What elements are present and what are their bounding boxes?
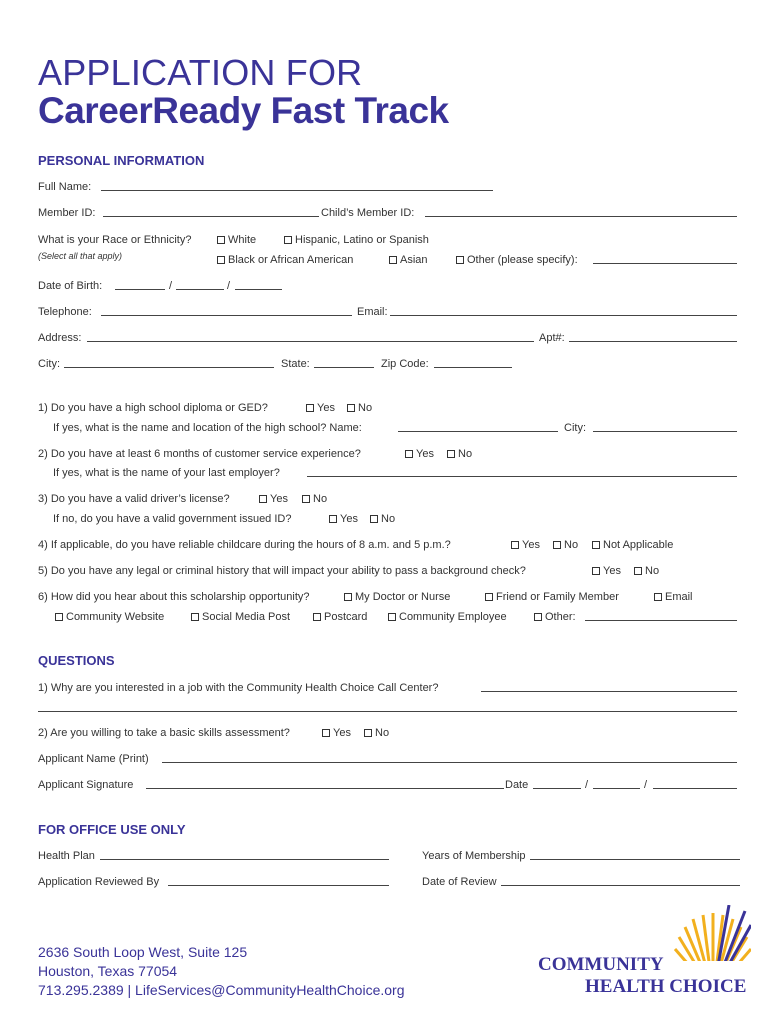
race-option-hispanic[interactable] bbox=[284, 233, 429, 247]
checkbox[interactable] bbox=[553, 541, 561, 549]
checkbox[interactable] bbox=[364, 729, 372, 737]
apt-field[interactable] bbox=[569, 341, 737, 342]
option-label: Community Employee bbox=[399, 611, 507, 623]
question-3: 3) Do you have a valid driver’s license? bbox=[38, 493, 230, 505]
checkbox[interactable] bbox=[322, 729, 330, 737]
race-option-asian[interactable] bbox=[389, 253, 428, 267]
option-label: Yes bbox=[522, 539, 540, 551]
option-label: No bbox=[358, 402, 373, 414]
q6-other-field[interactable] bbox=[585, 620, 737, 621]
question-2: 2) Do you have at least 6 months of customer service experience? bbox=[38, 448, 361, 460]
checkbox[interactable] bbox=[511, 541, 519, 549]
option-label: Yes bbox=[317, 402, 335, 414]
checkbox[interactable] bbox=[447, 450, 455, 458]
q2-yes-option[interactable] bbox=[405, 447, 434, 461]
signature-date-label: Date bbox=[505, 779, 529, 791]
interest-question: 1) Why are you interested in a job with the Community Health Choice Call Center? bbox=[38, 682, 439, 694]
checkbox[interactable] bbox=[302, 495, 310, 503]
option-label: Other: bbox=[545, 611, 576, 623]
checkbox[interactable] bbox=[389, 256, 397, 264]
date-of-review-field[interactable] bbox=[501, 885, 740, 886]
last-employer-field[interactable] bbox=[307, 476, 737, 477]
question-6: 6) How did you hear about this scholarship opportunity? bbox=[38, 591, 310, 603]
childs-member-id-field[interactable] bbox=[425, 216, 737, 217]
reviewed-by-field[interactable] bbox=[168, 885, 389, 886]
email-field[interactable] bbox=[390, 315, 737, 316]
q5-yes-option[interactable] bbox=[592, 564, 621, 578]
applicant-name-label: Applicant Name (Print) bbox=[38, 753, 149, 765]
checkbox[interactable] bbox=[217, 256, 225, 264]
email-label: Email: bbox=[357, 306, 388, 318]
health-plan-label: Health Plan bbox=[38, 850, 95, 862]
option-label: Asian bbox=[400, 254, 428, 266]
q2-no-option[interactable] bbox=[447, 447, 472, 461]
checkbox[interactable] bbox=[217, 236, 225, 244]
option-label: No bbox=[458, 448, 473, 460]
race-other-field[interactable] bbox=[593, 263, 737, 264]
applicant-signature-field[interactable] bbox=[146, 788, 504, 789]
high-school-name-field[interactable] bbox=[398, 431, 558, 432]
race-option-other[interactable] bbox=[456, 253, 578, 267]
q6-option-community-employee[interactable] bbox=[388, 610, 507, 624]
full-name-label: Full Name: bbox=[38, 181, 92, 193]
years-membership-label: Years of Membership bbox=[422, 850, 526, 862]
question-2-followup: If yes, what is the name of your last employer? bbox=[53, 467, 280, 479]
option-label: Other (please specify): bbox=[467, 254, 578, 266]
city-field[interactable] bbox=[64, 367, 274, 368]
health-plan-field[interactable] bbox=[100, 859, 389, 860]
checkbox[interactable] bbox=[534, 613, 542, 621]
date-of-review-label: Date of Review bbox=[422, 876, 497, 888]
checkbox[interactable] bbox=[634, 567, 642, 575]
checkbox[interactable] bbox=[592, 567, 600, 575]
q6-option-email[interactable] bbox=[654, 590, 693, 604]
footer-address-line1: 2636 South Loop West, Suite 125 bbox=[38, 944, 248, 960]
years-membership-field[interactable] bbox=[530, 859, 740, 860]
question-4: 4) If applicable, do you have reliable childcare during the hours of 8 a.m. and 5 p.m.? bbox=[38, 539, 451, 551]
state-label: State: bbox=[281, 358, 310, 370]
option-label: Social Media Post bbox=[202, 611, 291, 623]
apt-label: Apt#: bbox=[539, 332, 565, 344]
high-school-city-field[interactable] bbox=[593, 431, 737, 432]
q3-no-option[interactable] bbox=[302, 492, 327, 506]
reviewed-by-label: Application Reviewed By bbox=[38, 876, 160, 888]
checkbox[interactable] bbox=[456, 256, 464, 264]
city-label: City: bbox=[38, 358, 60, 370]
applicant-signature-label: Applicant Signature bbox=[38, 779, 134, 791]
checkbox[interactable] bbox=[592, 541, 600, 549]
dob-day-field[interactable] bbox=[176, 289, 224, 290]
race-option-white[interactable] bbox=[217, 233, 256, 247]
address-label: Address: bbox=[38, 332, 82, 344]
checkbox[interactable] bbox=[191, 613, 199, 621]
q6-option-website[interactable] bbox=[55, 610, 164, 624]
q3-id-no-option[interactable] bbox=[370, 512, 395, 526]
state-field[interactable] bbox=[314, 367, 374, 368]
q1-yes-option[interactable] bbox=[306, 401, 335, 415]
option-label: Not Applicable bbox=[603, 539, 674, 551]
option-label: My Doctor or Nurse bbox=[355, 591, 451, 603]
option-label: White bbox=[228, 234, 257, 246]
office-use-heading: FOR OFFICE USE ONLY bbox=[38, 822, 186, 837]
checkbox[interactable] bbox=[306, 404, 314, 412]
checkbox[interactable] bbox=[388, 613, 396, 621]
option-label: Postcard bbox=[324, 611, 368, 623]
checkbox[interactable] bbox=[654, 593, 662, 601]
q3-yes-option[interactable] bbox=[259, 492, 288, 506]
signature-date-month-field[interactable] bbox=[533, 788, 581, 789]
telephone-label: Telephone: bbox=[38, 306, 92, 318]
signature-date-day-field[interactable] bbox=[593, 788, 640, 789]
q3-id-yes-option[interactable] bbox=[329, 512, 358, 526]
checkbox[interactable] bbox=[344, 593, 352, 601]
address-field[interactable] bbox=[87, 341, 534, 342]
q6-option-social[interactable] bbox=[191, 610, 290, 624]
q6-option-friend[interactable] bbox=[485, 590, 619, 604]
interest-answer-field[interactable] bbox=[481, 691, 737, 692]
race-question: What is your Race or Ethnicity? bbox=[38, 234, 192, 246]
checkbox[interactable] bbox=[284, 236, 292, 244]
q6-option-doctor[interactable] bbox=[344, 590, 450, 604]
question-1: 1) Do you have a high school diploma or GED? bbox=[38, 402, 268, 414]
telephone-field[interactable] bbox=[101, 315, 352, 316]
option-label: No bbox=[381, 513, 396, 525]
checkbox[interactable] bbox=[370, 515, 378, 523]
option-label: Yes bbox=[603, 565, 621, 577]
signature-date-year-field[interactable] bbox=[653, 788, 737, 789]
footer-address-line2: Houston, Texas 77054 bbox=[38, 963, 178, 979]
checkbox[interactable] bbox=[259, 495, 267, 503]
high-school-city-label: City: bbox=[564, 422, 586, 434]
dob-separator: / bbox=[227, 280, 231, 292]
option-label: No bbox=[313, 493, 328, 505]
interest-answer-field-line2[interactable] bbox=[38, 711, 737, 712]
checkbox[interactable] bbox=[313, 613, 321, 621]
skills-yes-option[interactable] bbox=[322, 726, 351, 740]
q4-na-option[interactable] bbox=[592, 538, 673, 552]
option-label: No bbox=[645, 565, 660, 577]
race-option-black[interactable] bbox=[217, 253, 353, 267]
question-1-followup: If yes, what is the name and location of the high school? Name: bbox=[53, 422, 362, 434]
option-label: Friend or Family Member bbox=[496, 591, 619, 603]
questions-heading: QUESTIONS bbox=[38, 653, 115, 668]
checkbox[interactable] bbox=[55, 613, 63, 621]
option-label: Yes bbox=[333, 727, 351, 739]
dob-label: Date of Birth: bbox=[38, 280, 103, 292]
q6-option-other[interactable] bbox=[534, 610, 576, 624]
q4-yes-option[interactable] bbox=[511, 538, 540, 552]
zip-label: Zip Code: bbox=[381, 358, 429, 370]
logo-line-2: HEALTH CHOICE bbox=[585, 976, 747, 997]
race-note: (Select all that apply) bbox=[38, 251, 123, 261]
option-label: Hispanic, Latino or Spanish bbox=[295, 234, 429, 246]
checkbox[interactable] bbox=[329, 515, 337, 523]
personal-info-heading: PERSONAL INFORMATION bbox=[38, 153, 205, 168]
q5-no-option[interactable] bbox=[634, 564, 659, 578]
childs-member-id-label: Child’s Member ID: bbox=[321, 207, 415, 219]
checkbox[interactable] bbox=[347, 404, 355, 412]
full-name-field[interactable] bbox=[101, 190, 493, 191]
question-5: 5) Do you have any legal or criminal history that will impact your ability to pass a background check? bbox=[38, 565, 526, 577]
date-separator: / bbox=[585, 779, 589, 791]
applicant-name-field[interactable] bbox=[162, 762, 737, 763]
option-label: No bbox=[375, 727, 390, 739]
option-label: Black or African American bbox=[228, 254, 354, 266]
option-label: Email bbox=[665, 591, 693, 603]
footer-contact: 713.295.2389 | LifeServices@CommunityHealthChoice.org bbox=[38, 982, 405, 998]
skills-no-option[interactable] bbox=[364, 726, 389, 740]
option-label: No bbox=[564, 539, 579, 551]
member-id-field[interactable] bbox=[103, 216, 319, 217]
dob-month-field[interactable] bbox=[115, 289, 165, 290]
dob-year-field[interactable] bbox=[235, 289, 282, 290]
zip-field[interactable] bbox=[434, 367, 512, 368]
member-id-label: Member ID: bbox=[38, 207, 96, 219]
option-label: Community Website bbox=[66, 611, 165, 623]
logo-line-1: COMMUNITY bbox=[538, 954, 664, 975]
dob-separator: / bbox=[169, 280, 173, 292]
q1-no-option[interactable] bbox=[347, 401, 372, 415]
option-label: Yes bbox=[416, 448, 434, 460]
option-label: Yes bbox=[270, 493, 288, 505]
checkbox[interactable] bbox=[405, 450, 413, 458]
q6-option-postcard[interactable] bbox=[313, 610, 367, 624]
q4-no-option[interactable] bbox=[553, 538, 578, 552]
option-label: Yes bbox=[340, 513, 358, 525]
checkbox[interactable] bbox=[485, 593, 493, 601]
date-separator: / bbox=[644, 779, 648, 791]
title-line-2: CareerReady Fast Track bbox=[38, 90, 449, 131]
skills-assessment-question: 2) Are you willing to take a basic skills assessment? bbox=[38, 727, 290, 739]
title-line-1: APPLICATION FOR bbox=[38, 52, 363, 93]
question-3-followup: If no, do you have a valid government issued ID? bbox=[53, 513, 292, 525]
company-logo bbox=[535, 905, 750, 1000]
